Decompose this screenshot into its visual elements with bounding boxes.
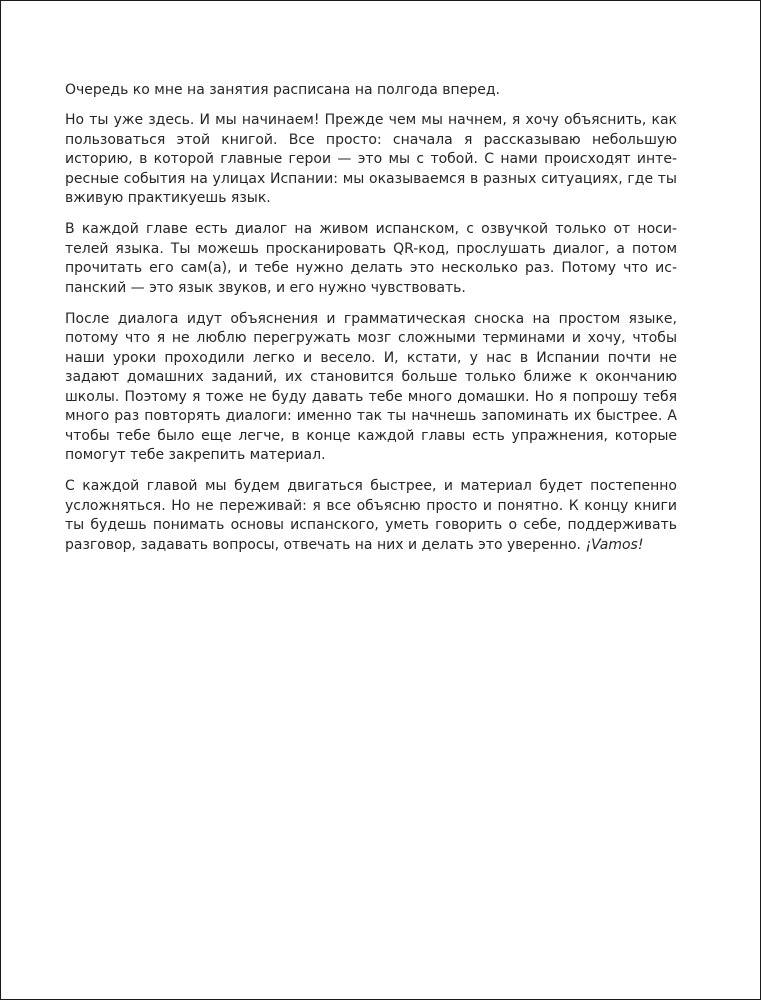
paragraph-3	[65, 220, 677, 298]
paragraph-1-text: Очередь ко мне на занятия расписана на полгода вперед.	[65, 82, 500, 98]
paragraph-5	[65, 477, 677, 555]
paragraph-2	[65, 111, 677, 208]
paragraph-3-text: В каждой главе есть диалог на живом испанском, с озвучкой только от носителей языка. Ты можешь просканировать QR-код, прослушать диалог, а потом прочитать его сам(а), и тебе нужно делать это несколько раз. Потому что испанский — это язык звуков, и его нужно чувствовать.	[65, 221, 677, 296]
vamos-exclamation: ¡Vamos!	[585, 536, 644, 553]
paragraph-5-text: С каждой главой мы будем двигаться быстрее, и материал будет постепенно усложняться. Но не переживай: я все объясню просто и понятно. К концу книги ты будешь понимать основы испанского, уметь говорить о себе, поддерживать разговор, задавать вопросы, отвечать на них и делать это уверенно.	[65, 478, 677, 553]
paragraph-2-text: Но ты уже здесь. И мы начинаем! Прежде чем мы начнем, я хочу объяснить, как пользоваться этой книгой. Все просто: сначала я рассказываю небольшую историю, в которой главные герои — это мы с тобой. С нами происходят интересные события на улицах Испании: мы оказываемся в разных ситуациях, где ты вживую практикуешь язык.	[65, 112, 677, 207]
paragraph-4-text: После диалога идут объяснения и грамматическая сноска на простом языке, потому что я не люблю перегружать мозг сложными терминами и хочу, чтобы наши уроки проходили легко и весело. И, кстати, у нас в Испании почти не задают домашних заданий, их становится больше только ближе к окончанию школы. Поэтому я тоже не буду давать тебе много домашки. Но я попрошу тебя много раз повторять диалоги: именно так ты начнешь запоминать их быстрее. А чтобы тебе было еще легче, в конце каждой главы есть упражнения, которые помогут тебе закрепить материал.	[65, 311, 677, 463]
page-body-text	[65, 81, 677, 567]
paragraph-4	[65, 310, 677, 465]
paragraph-1	[65, 81, 677, 100]
